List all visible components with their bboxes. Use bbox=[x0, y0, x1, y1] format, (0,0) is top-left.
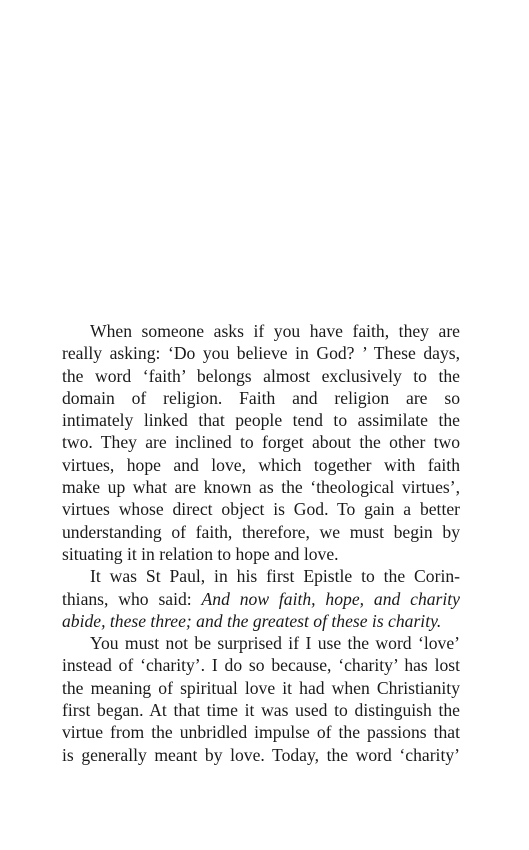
text-line: It was St Paul, in his first Epistle to the Corin- bbox=[90, 566, 460, 587]
text-line-mixed bbox=[62, 588, 460, 610]
text-line: really asking: ‘Do you believe in God? ’ These days, bbox=[62, 343, 460, 364]
text-line: virtues, hope and love, which together with faith bbox=[62, 454, 460, 475]
text-line: make up what are known as the ‘theological virtues’, bbox=[62, 477, 460, 498]
text-line: the meaning of spiritual love it had when Christianity bbox=[62, 677, 460, 698]
quotation-text: And now faith, hope, and charity bbox=[201, 588, 460, 609]
text-line: situating it in relation to hope and love. bbox=[62, 543, 339, 564]
text-run: thians, who said: bbox=[62, 588, 202, 609]
text-line: the word ‘faith’ belongs almost exclusively to the bbox=[62, 365, 460, 386]
quotation-text: abide, these three; and the greatest of these is charity. bbox=[62, 610, 442, 631]
text-line: domain of religion. Faith and religion are so bbox=[62, 387, 460, 408]
body-text bbox=[62, 320, 460, 766]
text-line: first began. At that time it was used to distinguish the bbox=[62, 700, 460, 721]
text-line: is generally meant by love. Today, the word ‘charity’ bbox=[62, 744, 460, 765]
text-line: When someone asks if you have faith, they are bbox=[90, 321, 460, 341]
text-line: instead of ‘charity’. I do so because, ‘charity’ has lost bbox=[62, 655, 460, 676]
text-line: intimately linked that people tend to assimilate the bbox=[62, 410, 460, 431]
text-line: understanding of faith, therefore, we must begin by bbox=[62, 521, 460, 542]
paragraph-faith-intro bbox=[62, 320, 460, 565]
paragraph-love-charity bbox=[62, 632, 460, 766]
text-line: You must not be surprised if I use the word ‘love’ bbox=[90, 633, 460, 654]
text-line: two. They are inclined to forget about the other two bbox=[62, 432, 460, 453]
text-line: virtue from the unbridled impulse of the passions that bbox=[62, 722, 460, 743]
paragraph-st-paul bbox=[62, 565, 460, 632]
text-line: virtues whose direct object is God. To gain a better bbox=[62, 499, 460, 520]
